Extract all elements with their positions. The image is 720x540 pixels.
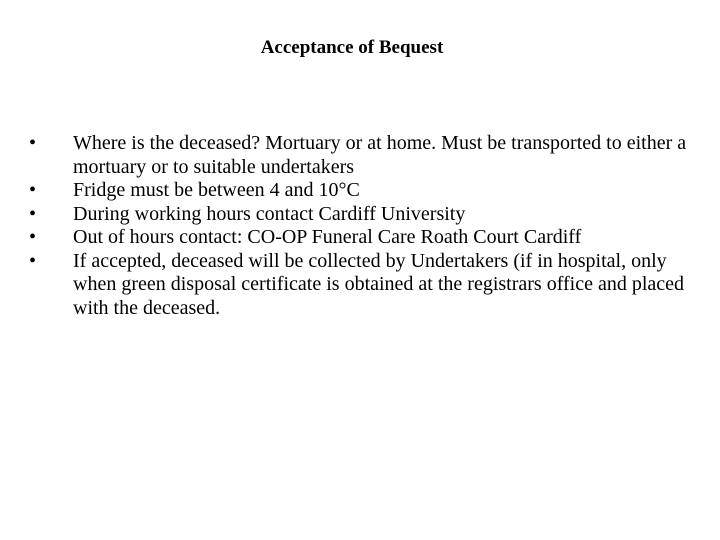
bullet-item-fridge-temperature — [29, 179, 689, 203]
bullet-icon: • — [29, 202, 37, 225]
bullet-item-out-of-hours-contact — [29, 226, 689, 250]
bullet-icon: • — [29, 179, 37, 201]
bullet-icon: • — [29, 226, 37, 248]
slide-title: Acceptance of Bequest — [260, 37, 444, 58]
bullet-text: Where is the deceased? Mortuary or at home. Must be transported to either a mortuary or to suitable undertakers — [73, 132, 687, 178]
bullet-icon: • — [29, 249, 37, 272]
bullet-item-collection — [29, 250, 689, 321]
bullet-icon: • — [29, 132, 37, 154]
bullet-item-deceased-location — [29, 132, 689, 179]
bullet-item-working-hours-contact — [29, 203, 689, 227]
bullet-text: During working hours contact Cardiff University — [73, 202, 466, 225]
bullet-list — [29, 132, 689, 320]
bullet-text: Out of hours contact: CO-OP Funeral Care Roath Court Cardiff — [73, 226, 582, 248]
bullet-text: If accepted, deceased will be collected by Undertakers (if in hospital, only when green disposal certificate is obtained at the registrars office and placed with the deceased. — [73, 249, 685, 319]
bullet-text: Fridge must be between 4 and 10°C — [73, 179, 360, 201]
